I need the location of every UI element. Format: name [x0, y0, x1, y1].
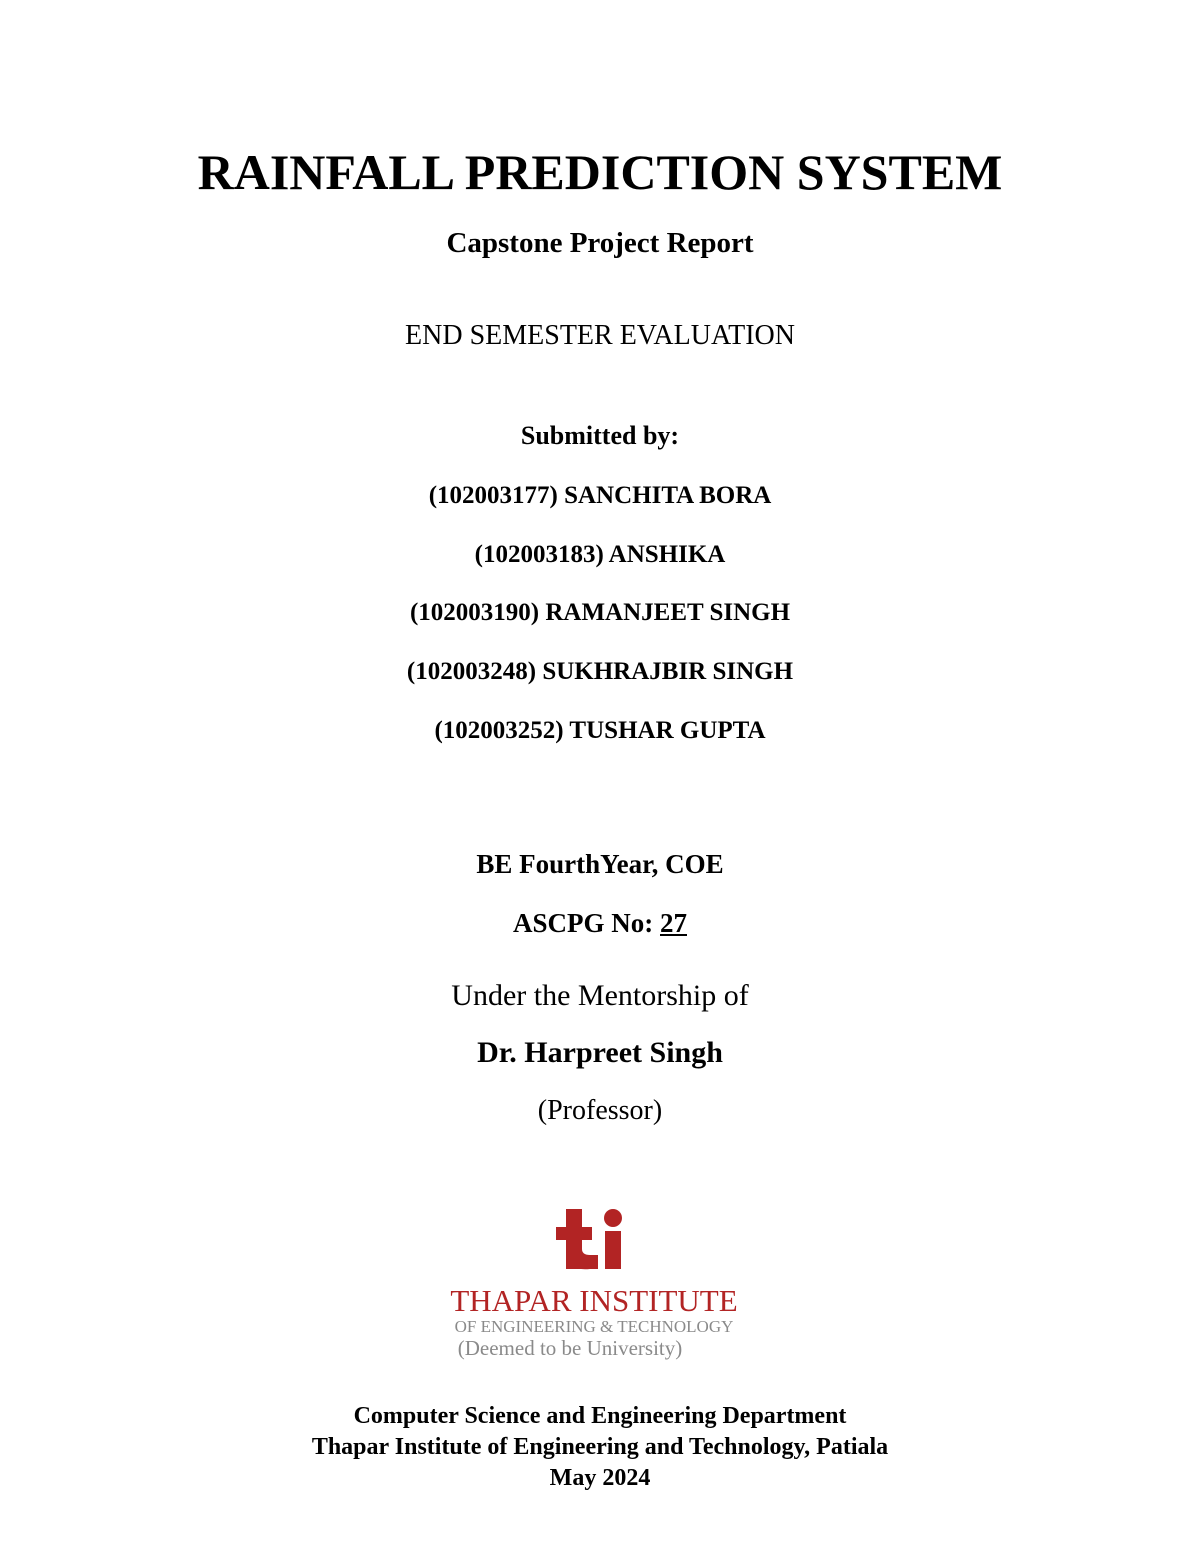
thapar-logo-graphic [394, 1205, 794, 1365]
institute-logo [394, 1205, 794, 1365]
ascpg-number: 27 [660, 908, 687, 938]
report-title: RAINFALL PREDICTION SYSTEM [197, 144, 1003, 200]
logo-status: (Deemed to be University) [457, 1336, 683, 1360]
logo-institute-name: THAPAR INSTITUTE [450, 1283, 738, 1318]
ascpg-label: ASCPG No: [513, 908, 654, 938]
year-branch: BE FourthYear, COE [476, 849, 724, 879]
team-member: (102003248) SUKHRAJBIR SINGH [406, 658, 794, 685]
team-member: (102003252) TUSHAR GUPTA [434, 717, 766, 744]
evaluation-label: END SEMESTER EVALUATION [405, 320, 795, 351]
report-subtitle: Capstone Project Report [446, 227, 754, 259]
logo-tagline: OF ENGINEERING & TECHNOLOGY [454, 1317, 734, 1336]
mentorship-label: Under the Mentorship of [451, 979, 749, 1012]
team-member: (102003177) SANCHITA BORA [428, 482, 772, 509]
institute-name: Thapar Institute of Engineering and Technology, Patiala [311, 1434, 889, 1460]
team-member: (102003190) RAMANJEET SINGH [409, 599, 791, 626]
ascpg-number-line [0, 910, 1200, 937]
submission-date: May 2024 [549, 1465, 651, 1491]
mentor-designation: (Professor) [537, 1095, 663, 1126]
team-member: (102003183) ANSHIKA [474, 541, 726, 568]
ti-monogram [556, 1209, 622, 1269]
mentor-name: Dr. Harpreet Singh [477, 1036, 723, 1069]
department-name: Computer Science and Engineering Department [353, 1403, 847, 1429]
submitted-by-label: Submitted by: [520, 421, 680, 450]
